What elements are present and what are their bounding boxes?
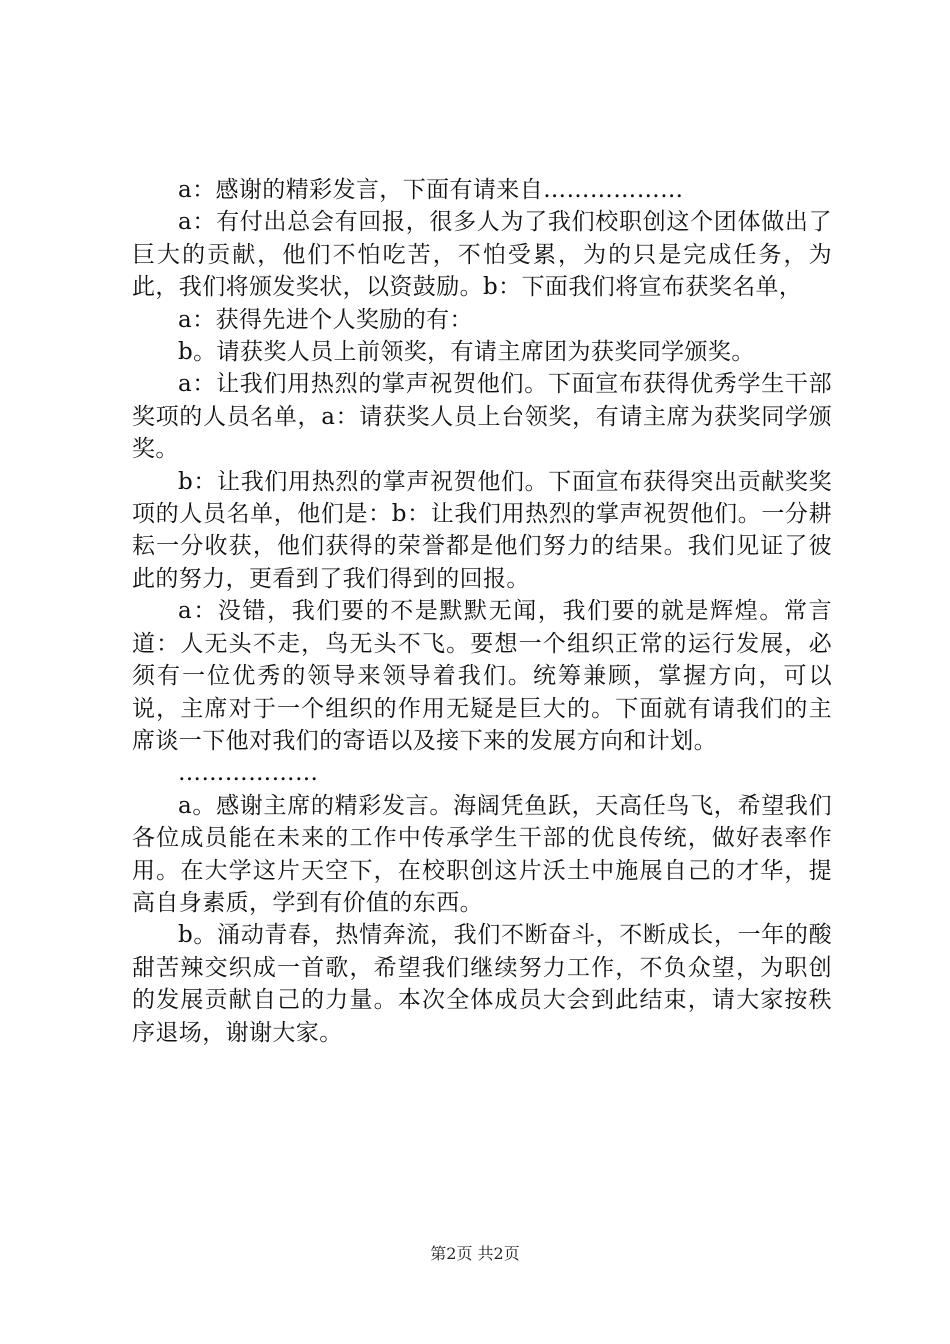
paragraph-2: a：有付出总会有回报，很多人为了我们校职创这个团体做出了巨大的贡献，他们不怕吃苦，不怕受累，为的只是完成任务，为此，我们将颁发奖状，以资鼓励。b：下面我们将宣布获奖名单，	[132, 209, 832, 301]
paragraph-3: a：获得先进个人奖励的有：	[178, 306, 473, 333]
paragraph-9: b。涌动青春，热情奔流，我们不断奋斗，不断成长，一年的酸甜苦辣交织成一首歌，希望我们继续努力工作，不负众望，为职创的发展贡献自己的力量。本次全体成员大会到此结束，请大家按秩序退场，谢谢大家。	[132, 922, 832, 1046]
page-number-footer: 第2页 共2页	[430, 1244, 520, 1263]
paragraph-7: a：没错，我们要的不是默默无闻，我们要的就是辉煌。常言道：人无头不走，鸟无头不飞。要想一个组织正常的运行发展，必须有一位优秀的领导来领导着我们。统筹兼顾，掌握方向，可以说，主席对于一个组织的作用无疑是巨大的。下面就有请我们的主席谈一下他对我们的寄语以及接下来的发展方向和计划。	[132, 598, 832, 754]
document-body	[132, 174, 832, 1049]
paragraph-5: a：让我们用热烈的掌声祝贺他们。下面宣布获得优秀学生干部奖项的人员名单，a：请获奖人员上台领奖，有请主席为获奖同学颁奖。	[132, 371, 832, 463]
paragraph-4: b。请获奖人员上前领奖，有请主席团为获奖同学颁奖。	[178, 339, 755, 366]
ellipsis-line: ………………	[178, 760, 319, 787]
paragraph-1: a：感谢的精彩发言，下面有请来自………………	[178, 177, 684, 203]
paragraph-8: a。感谢主席的精彩发言。海阔凭鱼跃，天高任鸟飞，希望我们各位成员能在未来的工作中传承学生干部的优良传统，做好表率作用。在大学这片天空下，在校职创这片沃土中施展自己的才华，提高自身素质，学到有价值的东西。	[132, 792, 832, 916]
paragraph-6: b：让我们用热烈的掌声祝贺他们。下面宣布获得突出贡献奖奖项的人员名单，他们是：b：让我们用热烈的掌声祝贺他们。一分耕耘一分收获，他们获得的荣誉都是他们努力的结果。我们见证了彼此的努力，更看到了我们得到的回报。	[132, 468, 832, 592]
